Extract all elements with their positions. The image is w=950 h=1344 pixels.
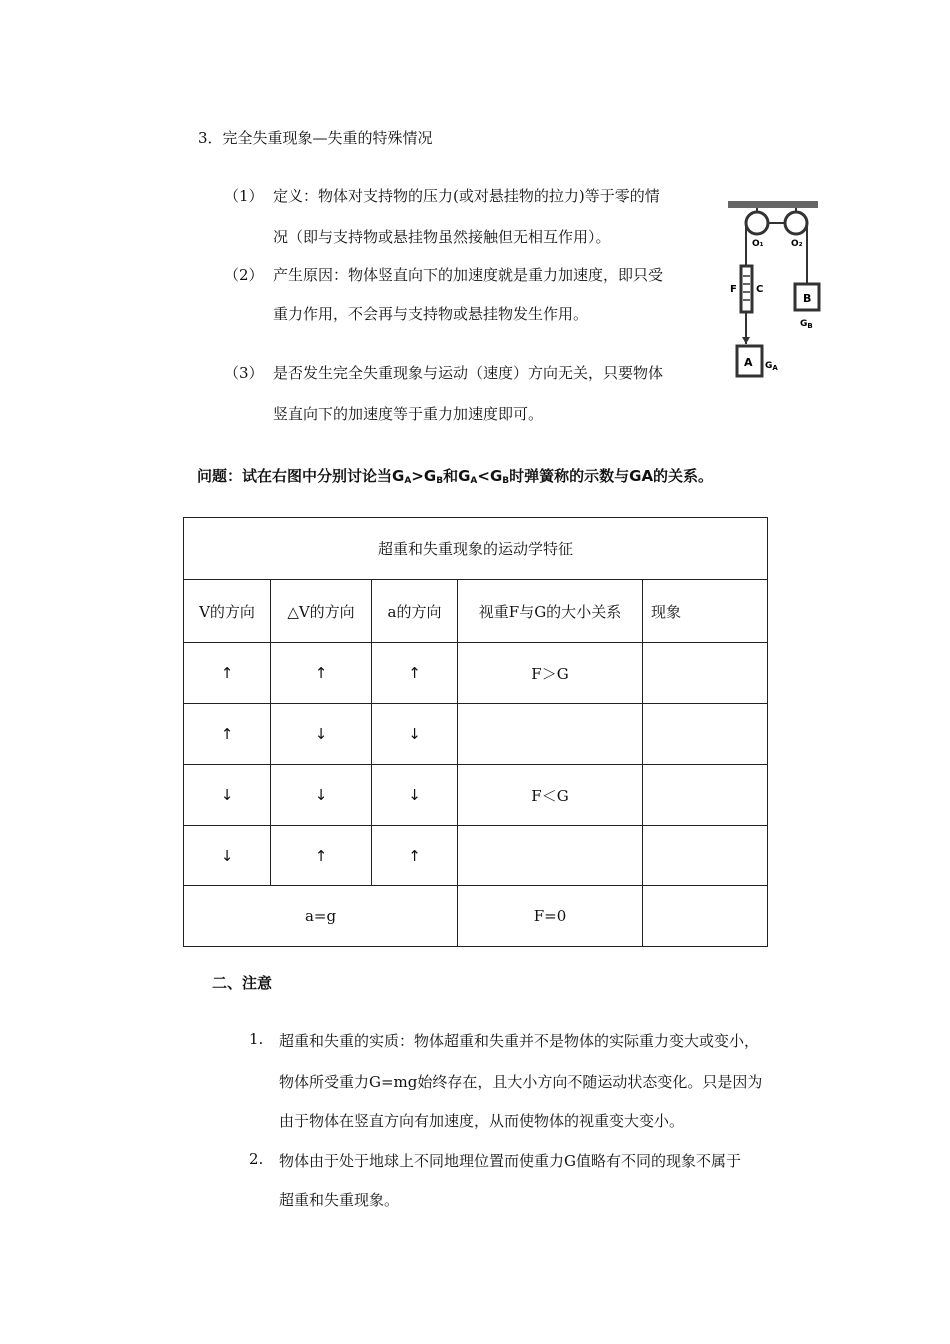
cell-relation bbox=[458, 826, 643, 886]
cell-phenomenon bbox=[643, 643, 768, 704]
cell-phenomenon bbox=[643, 826, 768, 886]
cell-phenomenon bbox=[643, 886, 768, 947]
header-v-direction: V的方向 bbox=[184, 580, 271, 643]
arrow-down-icon bbox=[742, 337, 750, 344]
kinematics-table bbox=[183, 517, 768, 947]
table-row-free-fall bbox=[184, 886, 768, 947]
table-title: 超重和失重现象的运动学特征 bbox=[184, 518, 768, 580]
cell-v: ↑ bbox=[184, 704, 271, 765]
condition-line-1: 是否发生完全失重现象与运动（速度）方向无关，只要物体 bbox=[273, 364, 664, 382]
cell-a: ↑ bbox=[372, 643, 458, 704]
cell-phenomenon bbox=[643, 704, 768, 765]
spring-scale-c bbox=[741, 266, 752, 312]
cell-v: ↓ bbox=[184, 765, 271, 826]
label-o2: O₂ bbox=[791, 239, 803, 249]
table-row bbox=[184, 765, 768, 826]
note-2-line-1: 物体由于处于地球上不同地理位置而使重力G值略有不同的现象不属于 bbox=[279, 1152, 741, 1170]
table-row bbox=[184, 643, 768, 704]
cell-f-zero: F=0 bbox=[458, 886, 643, 947]
note-1-line-2: 物体所受重力G=mg始终存在，且大小方向不随运动状态变化。只是因为 bbox=[279, 1073, 763, 1091]
condition-line-2: 竖直向下的加速度等于重力加速度即可。 bbox=[273, 405, 544, 423]
cell-a-equals-g: a=g bbox=[184, 886, 458, 947]
label-c: C bbox=[756, 284, 764, 295]
pulley-o1 bbox=[746, 212, 768, 234]
cause-line-2: 重力作用，不会再与支持物或悬挂物发生作用。 bbox=[273, 305, 589, 323]
cell-dv: ↑ bbox=[271, 643, 372, 704]
definition-line-1: 定义：物体对支持物的压力(或对悬挂物的拉力)等于零的情 bbox=[273, 187, 660, 205]
cause-line-1: 产生原因：物体竖直向下的加速度就是重力加速度，即只受 bbox=[273, 266, 664, 284]
note-1-line-1: 超重和失重的实质：物体超重和失重并不是物体的实际重力变大或变小， bbox=[279, 1032, 760, 1050]
cell-a: ↓ bbox=[372, 765, 458, 826]
label-b: B bbox=[803, 292, 812, 305]
cell-relation bbox=[458, 704, 643, 765]
table-row bbox=[184, 704, 768, 765]
item-number: （2） bbox=[224, 266, 264, 284]
note-number: 1. bbox=[249, 1030, 264, 1048]
pulley-o2 bbox=[785, 212, 807, 234]
note-2-line-2: 超重和失重现象。 bbox=[279, 1191, 400, 1209]
note-1-line-3: 由于物体在竖直方向有加速度，从而使物体的视重变大变小。 bbox=[279, 1112, 685, 1130]
cell-dv: ↓ bbox=[271, 704, 372, 765]
note-number: 2. bbox=[249, 1150, 264, 1168]
cell-dv: ↑ bbox=[271, 826, 372, 886]
cell-relation: F＜G bbox=[458, 765, 643, 826]
cell-v: ↓ bbox=[184, 826, 271, 886]
cell-a: ↓ bbox=[372, 704, 458, 765]
item-number: （3） bbox=[224, 364, 264, 382]
section-heading: 3．完全失重现象—失重的特殊情况 bbox=[198, 129, 433, 147]
cell-v: ↑ bbox=[184, 643, 271, 704]
definition-line-2: 况（即与支持物或悬挂物虽然接触但无相互作用）。 bbox=[273, 228, 611, 246]
question-text: 问题：试在右图中分别讨论当$G_A>G_B$和$G_A<G_B$时弹簧称的示数与GA的关系。 bbox=[197, 467, 714, 486]
header-apparent-weight: 视重F与G的大小关系 bbox=[458, 580, 643, 643]
label-o1: O₁ bbox=[752, 239, 764, 249]
header-dv-direction: △V的方向 bbox=[271, 580, 372, 643]
pulley-spring-figure bbox=[724, 196, 822, 386]
label-ga: $G_A$ bbox=[765, 361, 778, 372]
table-title-row bbox=[184, 518, 768, 580]
notes-heading: 二、注意 bbox=[212, 974, 273, 992]
table-row bbox=[184, 826, 768, 886]
cell-dv: ↓ bbox=[271, 765, 372, 826]
label-f: F bbox=[730, 284, 737, 295]
header-a-direction: a的方向 bbox=[372, 580, 458, 643]
header-phenomenon: 现象 bbox=[643, 580, 768, 643]
table-header-row bbox=[184, 580, 768, 643]
label-a: A bbox=[744, 356, 753, 369]
label-gb: $G_B$ bbox=[800, 319, 813, 330]
item-number: （1） bbox=[224, 187, 264, 205]
cell-a: ↑ bbox=[372, 826, 458, 886]
cell-phenomenon bbox=[643, 765, 768, 826]
cell-relation: F＞G bbox=[458, 643, 643, 704]
ceiling-beam bbox=[728, 201, 818, 208]
